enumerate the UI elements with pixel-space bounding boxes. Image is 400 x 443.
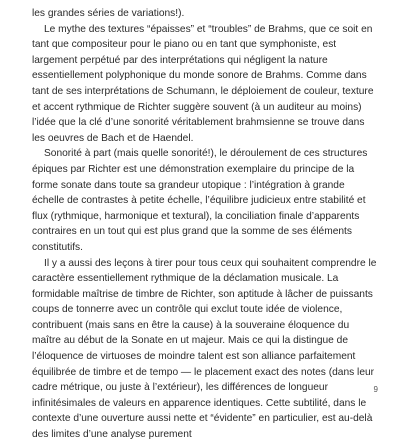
paragraph-1: les grandes séries de variations!). [32, 8, 185, 19]
paragraph-4: Il y a aussi des leçons à tirer pour tous ceux qui souhaitent comprendre le caractère essentiellement rythmique de la déclamation musicale. La formidable maîtrise de timbre de Richter, son aptitude à lâcher de puissants coups de tonnerre avec un contrôle qui exclut toute idée de violence, contribuent (mais sans en être la cause) à la souveraine éloquence du maître au début de la Sonate en ut majeur. Mais ce qui la distingue de l’éloquence de virtuoses de moindre talent est son alliance parfaitement équilibrée de timbre et de tempo — le placement exact des notes (dans leur cadre métrique, ou juste à l’extérieur), les différences de longueur infinitésimales de valeurs en apparence identiques. Cette subtilité, dans le contexte d’une ouverture aussi nette et “évidente” en particulier, est au-delà des limites d’une analyse purement [32, 257, 377, 441]
paragraph-3: Sonorité à part (mais quelle sonorité!), le déroulement de ces structures épiques par Richter est une démonstration exemplaire du principe de la forme sonate dans toute sa grandeur utopique : l’intégration à grande échelle de contrastes à petite échelle, l’équilibre judicieux entre stabilité et flux (rythmique, harmonique et textural), la conciliation finale d’apparents contraires en un tout qui est plus grand que la somme de ses éléments constitutifs. [32, 148, 368, 253]
text-column [32, 6, 379, 443]
page-number: 9 [373, 385, 378, 394]
paragraph-2: Le mythe des textures “épaisses” et “troubles” de Brahms, que ce soit en tant que compositeur pour le piano ou en tant que symphoniste, est largement perpétué par des interprétations qui négligent la nature essentiellement polyphonique du monde sonore de Brahms. Comme dans tant de ses interprétations de Schumann, le déploiement de couleur, texture et accent rythmique de Richter suggère souvent (à un auditeur au moins) l’idée que la clé d’une sonorité véritablement brahmsienne se trouve dans les oeuvres de Bach et de Haendel. [32, 23, 374, 144]
